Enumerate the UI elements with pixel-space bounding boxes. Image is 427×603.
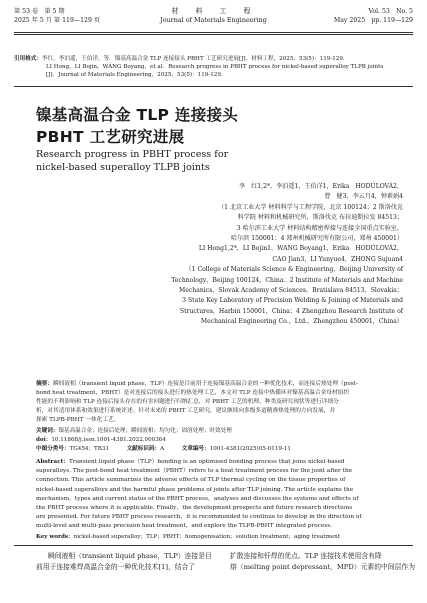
abstract-en-line: mechanism，types and current status of the PBHT process，analyses and discusses the systems and effects of	[36, 495, 359, 502]
affiliation-en-3: Mechanics，Slovak Academy of Sciences，Bratislava 84513，Slovakia；	[179, 287, 403, 295]
abstract-en-line: superalloys. The post-bond heat treatment（PBHT）refers to a heat treatment process for the joint after the	[36, 468, 353, 475]
title-cn	[36, 104, 238, 148]
authors-cn-1: 李 红1,2*，李泊遥1，王伯洋1，Erika HODÚLOVÁ2，	[239, 183, 403, 190]
abstract-en-line: nickel-based superalloys and the harmful phase problems of joints after TLP joining. The article explains the	[36, 486, 354, 493]
keywords-en	[36, 533, 340, 542]
citation-label: 引用格式：	[14, 56, 42, 62]
abstract-en-label: Abstract：	[36, 459, 70, 465]
title-en-line1: Research progress in PBHT process for	[36, 149, 229, 160]
keywords-en-label: Key words：	[36, 534, 74, 540]
affiliation-en-2: Technology，Beijing 100124，China；2 Institute of Materials and Machine	[171, 276, 403, 284]
header-rule-thin	[14, 34, 413, 35]
affiliation-en-5: Structures，Harbin 150001，China；4 Zhengzhou Research Institute of	[179, 307, 403, 315]
affiliation-cn-4: 哈尔滨 150001；4 郑州机械研究所有限公司，郑州 450001）	[231, 235, 403, 243]
citation-en-2: [J]．Journal of Materials Engineering，2025，53(5)：119-129．	[46, 72, 227, 78]
keywords-cn-label: 关键词：	[36, 428, 59, 434]
authors-en-2: CAO Jian3，LI Yunyue4，ZHONG Sujuan4	[272, 255, 403, 263]
affiliation-cn-3: 3 哈尔滨工业大学 材料结构精密焊接与连接全国重点实验室，	[236, 224, 403, 232]
abstract-en	[36, 458, 413, 532]
journal-name-en: Journal of Materials Engineering	[160, 16, 267, 24]
abstract-cn-label: 摘要：	[36, 381, 54, 387]
clc-label: 中图分类号：	[36, 446, 70, 452]
affiliation-en-1: （1 College of Materials Science & Engineering，Beijing University of	[185, 266, 403, 274]
article-no-label: 文章编号：	[181, 446, 210, 452]
body-right-line2: 熔（melting point depressant，MPD）元素的中间层作为	[230, 562, 415, 571]
vol-no-en: Vol. 53 No. 5	[368, 8, 413, 15]
keywords-cn-text: 镍基高温合金；连接后处理；瞬间液相；均匀化；固溶处理；时效处理	[58, 428, 232, 434]
authors-cn-2: 曹 健3，李云月4，钟素娟4	[324, 193, 403, 201]
body-column-left	[36, 551, 222, 572]
title-en-line2: nickel-based superalloy TLPB joints	[36, 162, 210, 173]
abstract-en-line: Transient liquid phase（TLP）bonding is an optimised bonding process that joins nickel-based	[69, 459, 345, 465]
date-pages-cn: 2025 年 5 月 第 119—129 页	[14, 17, 101, 24]
abstract-en-line: multi-level and multi-pass precision heat treatment，and explore the TLPB-PBHT integrated process.	[36, 523, 333, 530]
title-en	[36, 148, 228, 174]
citation-block	[14, 55, 411, 79]
abstract-cn-line: 瞬间液相（transient liquid phase，TLP）连接是目前用于连接镍基高温合金的一种优化技术，而连接后热处理（post-	[53, 381, 358, 387]
header-rule	[14, 32, 413, 33]
citation-cn: 李红，李泊遥，王伯洋，等．镍基高温合金 TLP 连接接头 PBHT 工艺研究进展[J]．材料工程，2025，53(5)：119-129．	[41, 56, 349, 62]
header-right	[334, 7, 413, 25]
doi-line	[36, 436, 166, 445]
body-left-line1: 瞬间液相（transient liquid phase，TLP）连接是目	[48, 552, 212, 560]
abstract-rule	[14, 545, 413, 546]
article-no-value: 1001-4381(2025)05-0119-11	[209, 446, 291, 452]
clc-value: TG454；TB31	[69, 446, 110, 452]
body-column-right	[230, 551, 416, 572]
date-pages-en: May 2025 pp. 119—129	[333, 17, 413, 24]
classification-line	[36, 445, 291, 454]
abstract-cn-line: bond heat treatment，PBHT）是对连接后的接头进行的热处理工艺，本文对 TLP 连接中热循环对镍基高温合金母材组织	[36, 390, 350, 396]
abstract-cn-line: 析，对其适用体系和效果进行系统评述。针对未来的 PBHT 工艺研究，建议继续向多级多道精准热处理的方向发展，并	[36, 408, 336, 414]
doc-code-label: 文献标识码：	[126, 446, 161, 452]
body-left-line2: 前用于连接难焊高温合金的一种优化技术[1]，结合了	[36, 562, 196, 571]
citation-rule	[14, 86, 413, 87]
journal-name-cn: 材 料 工 程	[171, 7, 256, 15]
affiliation-en-4: 3 State Key Laboratory of Precision Welding & Joining of Materials and	[182, 297, 403, 305]
doi-link[interactable]: 10.11868/j.issn.1001-4381.2022.000364	[51, 437, 166, 443]
abstract-en-line: the PBHT process where it is applicable. Finally，the development prospects and future research directions	[36, 505, 353, 512]
keywords-cn	[36, 427, 232, 436]
affiliation-cn-2: 科学院 材料和机械研究所，斯洛伐克 布拉迪斯拉发 84513；	[237, 214, 403, 222]
affiliation-en-6: Mechanical Engineering Co.，Ltd.，Zhengzhou 450001，China）	[200, 318, 403, 326]
journal-header	[14, 7, 413, 31]
doc-code-value: A	[160, 446, 165, 452]
volume-issue: 第 53 卷 第 5 期	[14, 8, 65, 15]
citation-en-1: LI Hong，LI Bojin，WANG Boyang，et al．Research progress in PBHT process for nickel-based superalloy TLPB joints	[46, 64, 384, 70]
abstract-cn-line: 性能的不利影响和 TLP 连接后接头存在的有害问题进行归纳汇总，对 PBHT 工艺的机理、种类及研究现状等进行详细分	[36, 399, 339, 405]
abstract-en-line: connection. This article summarizes the adverse effects of TLP thermal cycling on the tissue properties of	[36, 477, 346, 484]
abstract-en-line: are presented. For future PBHT process research，it is recommended to continue to develop in the direction of	[36, 514, 362, 521]
title-cn-line1: 镍基高温合金 TLP 连接接头	[36, 106, 239, 124]
abstract-cn-line: 探索 TLPB-PBHT 一体化工艺。	[36, 417, 120, 423]
authors-block	[73, 182, 403, 328]
affiliation-cn-1: （1 北京工业大学 材料科学与工程学院，北京 100124；2 斯洛伐克	[217, 203, 403, 211]
doi-label: doi：	[36, 437, 52, 443]
keywords-en-text: nickel-based superalloy；TLP；PBHT；homogenisation；solution treatment；aging treatment	[73, 534, 340, 540]
title-cn-line2: PBHT 工艺研究进展	[36, 128, 185, 146]
authors-en-1: LI Hong1,2*，LI Bojin1，WANG Boyang1，Erika HODÚLOVÁ2，	[198, 245, 403, 253]
abstract-cn	[36, 380, 413, 425]
body-right-line1: 扩散连接和钎焊的优点。TLP 连接技术使用含有降	[230, 552, 382, 560]
